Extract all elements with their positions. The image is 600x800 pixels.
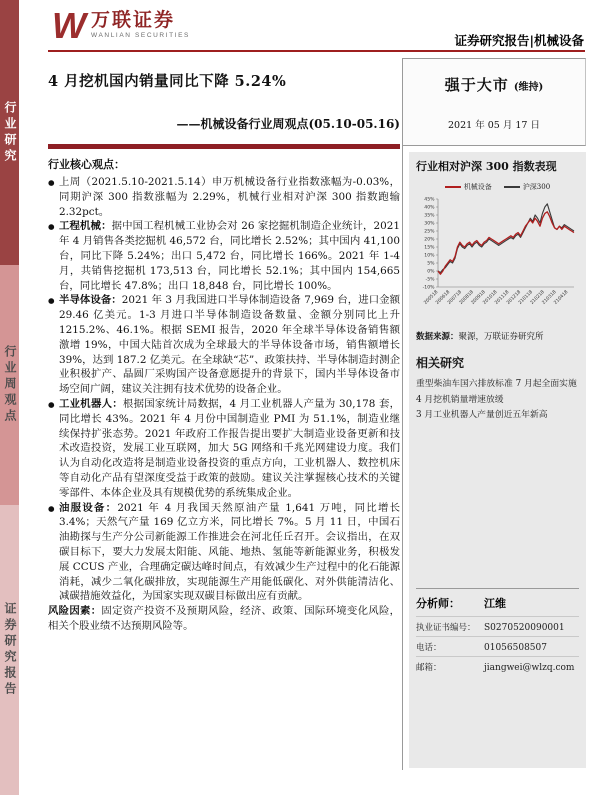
y-tick-label: -5% [425, 277, 435, 283]
analyst-row-name [416, 588, 579, 616]
ribbon-weekly-view [0, 265, 19, 505]
title-divider-bar [48, 144, 400, 149]
x-tick-label: 201018 [482, 289, 499, 306]
analyst-value: jiangwei@wlzq.com [484, 663, 575, 673]
report-category: 证券研究报告|机械设备 [454, 33, 584, 48]
y-tick-label: 20% [424, 237, 435, 243]
series-line-沪深300 [438, 204, 574, 273]
bullet-market-review [48, 175, 400, 219]
y-tick-label: 10% [424, 253, 435, 259]
core-views-heading: 行业核心观点： [48, 158, 125, 171]
bullet-prefix: 油服设备： [59, 501, 118, 514]
rating-label: 强于大市 [444, 76, 509, 94]
y-tick-label: -10% [422, 285, 435, 291]
series-line-机械设备 [438, 212, 574, 274]
performance-chart [416, 194, 579, 328]
x-tick-label: 200718 [447, 289, 464, 306]
y-tick-label: 30% [424, 221, 435, 227]
page-title: 4 月挖机国内销量同比下降 5.24% [48, 73, 287, 90]
ribbon-label: 证券研究报告 [3, 602, 17, 698]
bullet-semiconductor-equipment [48, 293, 400, 397]
ribbon-research-report [0, 505, 19, 795]
y-tick-label: 35% [424, 213, 435, 219]
main-column [48, 62, 400, 634]
data-source-label: 数据来源： [416, 332, 459, 342]
sidebar-panel [409, 152, 586, 768]
analyst-label: 电话： [416, 643, 442, 653]
analyst-value: S0270520090001 [484, 623, 565, 633]
analyst-row-phone [416, 636, 579, 656]
x-tick-label: 210118 [518, 289, 534, 306]
related-research-heading: 相关研究 [416, 356, 465, 370]
bullet-text: 2021 年 4 月我国天然原油产量 1,641 万吨，同比增长 3.4%；天然气产量 169 亿立方米，同比增长 7%。5 月 11 日，中国石油勘探与生产分公司新能源工作推进会在河北任丘召开。会议指出，在双碳目标下，要大力发展太阳能、风能、地热、氢能等新能源业务，积极发展 CCUS 产业，合理确定碳达峰时间点，有效减少生产过程中的化石能源消耗，减少二氧化碳排放，实现能源生产用能低碳化、对外供能清洁化、减碳措施效益化，为国家实现双碳目标做出应有贡献。 [59, 501, 400, 603]
analyst-row-license [416, 616, 579, 636]
page-subtitle: ——机械设备行业周观点(05.10-05.16) [176, 117, 400, 131]
bullet-prefix: 半导体设备： [59, 294, 122, 307]
logo-name-en: WANLIAN SECURITIES [90, 32, 190, 39]
analyst-label: 执业证书编号： [416, 623, 476, 633]
logo-w-icon: W [52, 5, 86, 46]
chart-heading: 行业相对沪深 300 指数表现 [416, 160, 557, 173]
ribbon-industry-research [0, 0, 19, 265]
x-tick-label: 200818 [458, 289, 475, 306]
related-item: 3 月工业机器人产量创近五年新高 [416, 410, 548, 420]
legend-label: 机械设备 [463, 183, 492, 191]
y-tick-label: 15% [424, 245, 435, 251]
x-tick-label: 201218 [506, 289, 523, 306]
risk-text: 固定资产投资不及预期风险，经济、政策、国际环境变化风险，相关个股业绩不达预期风险等。 [48, 605, 401, 632]
bullet-text: 根据国家统计局数据，4 月工业机器人产量为 30,178 套，同比增长 43%。2021 年 4 月份中国制造业 PMI 为 51.1%，制造业继续保持扩张态势。2021 年政府工作报告提出要扩大制造业设备更新和技术改造投资，发展工业互联网，加大 5G 网络和千兆光网建设力度。我们认为自动化改造将是制造业设备投资的重点方向，工业机器人、数控机床等自动化产品有望深度受益于政策的鼓励。建议关注掌握核心技术的关键零部件、本体企业及具有规模优势的系统集成企业。 [59, 397, 401, 499]
header-rule [48, 50, 585, 52]
performance-chart-svg [416, 194, 579, 324]
x-tick-label: 201118 [494, 289, 511, 306]
bullet-text: 2021 年 3 月我国进口半导体制造设备 7,969 台，进口金额 29.46 亿美元。1-3 月进口半导体制造设备数量、金额分别同比上升 1215.2%、46.1%。根据 SEMI 报告，2020 年全球半导体设备销售额激增 19%，中国大陆首次成为全球最大的半导体设备市场，销售额增长 39%，达到 187.2 亿美元。在全球缺“芯”、政策扶持、半导体制造封测企业积极扩产、晶圆厂采购国产设备意愿提升的背景下，国内半导体设备市场空间广阔，建议关注拥有技术优势的设备企业。 [59, 294, 400, 396]
rating-status: (维持) [513, 82, 544, 93]
legend-line-black-icon [504, 186, 520, 188]
x-tick-label: 210218 [529, 289, 546, 306]
company-logo [52, 5, 190, 46]
x-tick-label: 200618 [435, 289, 452, 306]
analyst-row-email [416, 656, 579, 676]
bullet-prefix: 工程机械： [59, 220, 112, 233]
analyst-label: 邮箱： [416, 663, 442, 673]
related-item: 重型柴油车国六排放标准 7 月起全面实施 [416, 379, 577, 389]
analyst-value: 01056508507 [484, 643, 547, 653]
related-item: 4 月挖机销量增速放缓 [416, 394, 504, 405]
x-tick-label: 210418 [553, 289, 570, 306]
ribbon-label: 行业研究 [3, 100, 17, 165]
x-tick-label: 200518 [423, 289, 440, 306]
y-tick-label: 45% [424, 197, 435, 203]
ribbon-label: 行业周观点 [3, 345, 17, 425]
x-tick-label: 200918 [470, 289, 487, 306]
legend-item-hs300 [504, 182, 550, 192]
data-source [416, 330, 579, 342]
bullet-text: 上周（2021.5.10-2021.5.14）申万机械设备行业指数涨幅为-0.03%，同期沪深 300 指数涨幅为 2.29%，机械行业相对沪深 300 指数跑输 2.32pct。 [59, 176, 400, 218]
related-research-list [416, 377, 579, 424]
bullet-industrial-robots [48, 397, 400, 501]
risk-factors [48, 604, 400, 634]
y-tick-label: 5% [427, 261, 435, 267]
x-tick-label: 210318 [541, 289, 558, 306]
legend-line-red-icon [445, 186, 461, 188]
rating-box [403, 58, 586, 146]
bullet-prefix: 工业机器人： [59, 397, 123, 410]
y-tick-label: 25% [424, 229, 435, 235]
analyst-block [416, 588, 579, 676]
logo-name-cn: 万联证券 [90, 9, 175, 31]
bullet-construction-machinery [48, 219, 400, 293]
analyst-label: 分析师： [416, 597, 460, 610]
risk-prefix: 风险因素： [48, 605, 102, 618]
core-views-list [48, 175, 400, 604]
legend-label: 沪深300 [522, 183, 551, 191]
y-tick-label: 40% [424, 205, 435, 211]
data-source-text: 聚源，万联证券研究所 [458, 332, 544, 342]
analyst-value: 江维 [484, 597, 506, 610]
chart-legend [416, 182, 579, 192]
side-ribbon [0, 0, 19, 795]
info-sidebar [402, 58, 586, 770]
legend-item-machinery [445, 182, 492, 192]
y-tick-label: 0% [427, 269, 435, 275]
report-date: 2021 年 05 月 17 日 [448, 120, 540, 131]
bullet-text: 据中国工程机械工业协会对 26 家挖掘机制造企业统计，2021 年 4 月销售各类挖掘机 46,572 台，同比增长 2.52%；其中国内 41,100 台，同比下降 5.24%；出口 5,472 台，同比增长 166%。2021 年 1-4 月，共销售挖掘机 173,513 台，同比增长 52.1%；其中国内 154,665 台，同比增长 47.8%；出口 18,848 台，同比增长 100%。 [59, 220, 400, 292]
bullet-oil-service-equipment [48, 501, 400, 605]
